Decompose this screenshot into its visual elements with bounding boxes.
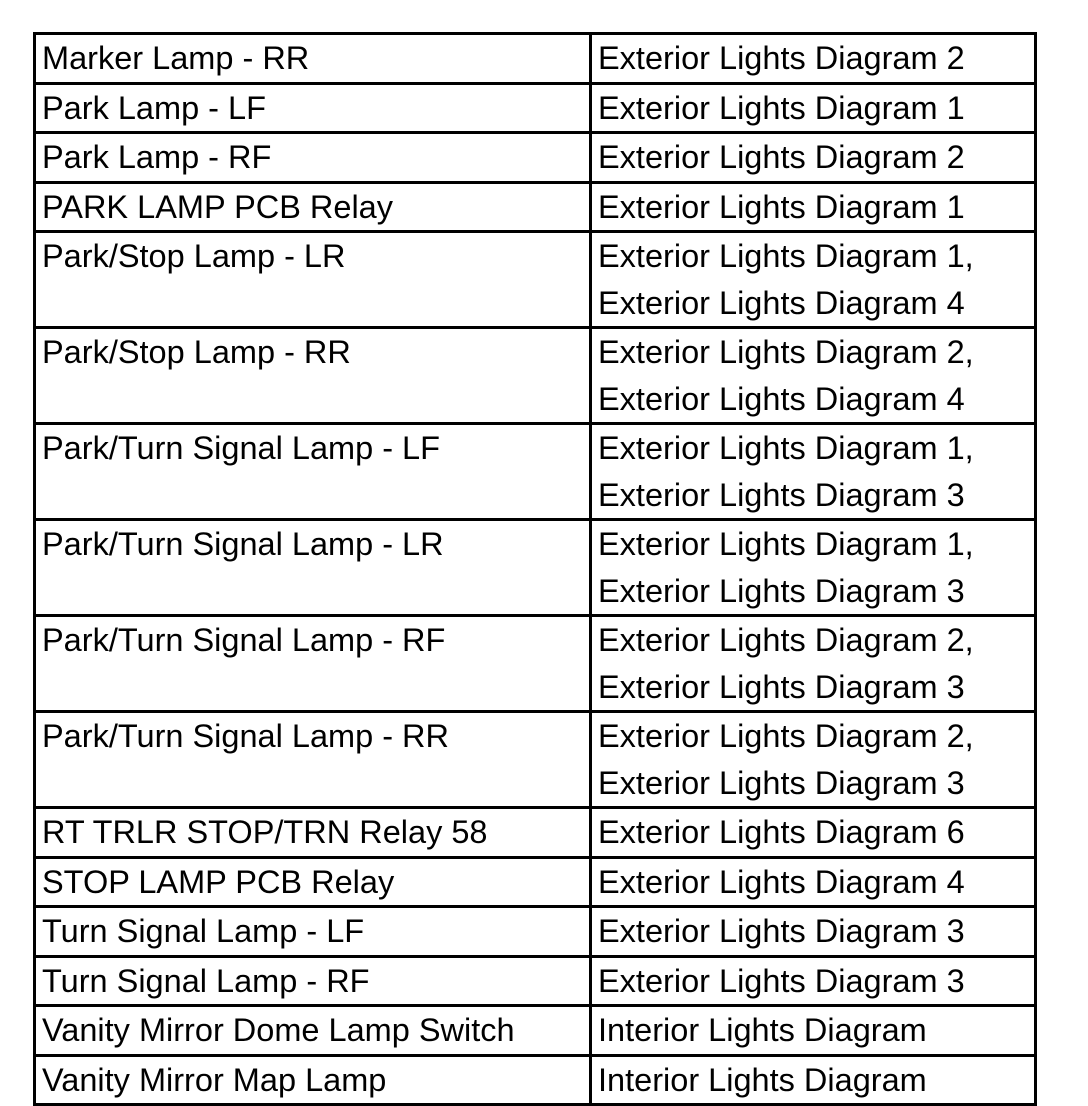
table-row [35,34,1036,84]
diagram-reference: Interior Lights Diagram [598,1012,927,1048]
table-row [35,907,1036,957]
diagram-reference-cell [591,328,1036,424]
diagram-reference: Exterior Lights Diagram 3 [598,764,965,801]
diagram-reference: Exterior Lights Diagram 4 [598,380,965,417]
diagram-reference: Exterior Lights Diagram 3 [598,476,965,513]
diagram-reference: Exterior Lights Diagram 3 [598,913,965,949]
diagram-reference: Exterior Lights Diagram 2, [598,718,974,754]
diagram-reference-cell [591,712,1036,808]
diagram-reference-cell [591,424,1036,520]
component-cell: PARK LAMP PCB Relay [35,182,591,232]
diagram-reference-cell [591,34,1036,84]
table-row [35,424,1036,520]
diagram-reference: Exterior Lights Diagram 2 [598,40,965,76]
component-cell: Park/Stop Lamp - RR [35,328,591,424]
diagram-reference-cell [591,232,1036,328]
diagram-reference-cell [591,520,1036,616]
component-diagram-index-table [33,32,1037,1106]
diagram-reference-cell [591,133,1036,183]
diagram-reference: Exterior Lights Diagram 1, [598,526,974,562]
component-cell: Park/Turn Signal Lamp - RF [35,616,591,712]
diagram-reference: Exterior Lights Diagram 3 [598,962,965,999]
table-row [35,808,1036,858]
diagram-reference: Exterior Lights Diagram 6 [598,814,965,850]
diagram-reference-cell [591,182,1036,232]
table-body [35,34,1036,1105]
diagram-reference: Exterior Lights Diagram 1 [598,89,965,126]
table-row [35,133,1036,183]
component-cell: Park Lamp - LF [35,83,591,133]
diagram-reference: Exterior Lights Diagram 2 [598,139,965,175]
table-row [35,520,1036,616]
diagram-reference-cell [591,616,1036,712]
table-row [35,1055,1036,1105]
component-cell: Park Lamp - RF [35,133,591,183]
diagram-reference-cell [591,857,1036,907]
component-cell: RT TRLR STOP/TRN Relay 58 [35,808,591,858]
diagram-reference: Exterior Lights Diagram 1 [598,188,965,225]
diagram-reference-cell [591,1006,1036,1056]
table-row [35,232,1036,328]
diagram-reference: Exterior Lights Diagram 3 [598,668,965,705]
component-cell: Park/Turn Signal Lamp - LF [35,424,591,520]
table-row [35,616,1036,712]
table-row [35,1006,1036,1056]
table-row [35,182,1036,232]
diagram-reference: Exterior Lights Diagram 2, [598,334,974,370]
diagram-reference: Exterior Lights Diagram 3 [598,572,965,609]
component-cell: Vanity Mirror Map Lamp [35,1055,591,1105]
table-row [35,956,1036,1006]
component-cell: Turn Signal Lamp - RF [35,956,591,1006]
table-row [35,857,1036,907]
diagram-reference: Exterior Lights Diagram 1, [598,430,974,466]
diagram-reference: Exterior Lights Diagram 4 [598,284,965,321]
component-cell: Turn Signal Lamp - LF [35,907,591,957]
table-row [35,328,1036,424]
component-cell: Vanity Mirror Dome Lamp Switch [35,1006,591,1056]
component-cell: Park/Turn Signal Lamp - RR [35,712,591,808]
diagram-reference-cell [591,808,1036,858]
diagram-reference: Exterior Lights Diagram 2, [598,622,974,658]
diagram-reference: Interior Lights Diagram [598,1061,927,1098]
diagram-reference-cell [591,907,1036,957]
table-row [35,712,1036,808]
component-cell: Marker Lamp - RR [35,34,591,84]
diagram-reference-cell [591,956,1036,1006]
component-cell: Park/Turn Signal Lamp - LR [35,520,591,616]
diagram-reference: Exterior Lights Diagram 4 [598,863,965,900]
diagram-reference-cell [591,1055,1036,1105]
diagram-reference-cell [591,83,1036,133]
diagram-reference: Exterior Lights Diagram 1, [598,238,974,274]
table-row [35,83,1036,133]
component-cell: STOP LAMP PCB Relay [35,857,591,907]
component-cell: Park/Stop Lamp - LR [35,232,591,328]
